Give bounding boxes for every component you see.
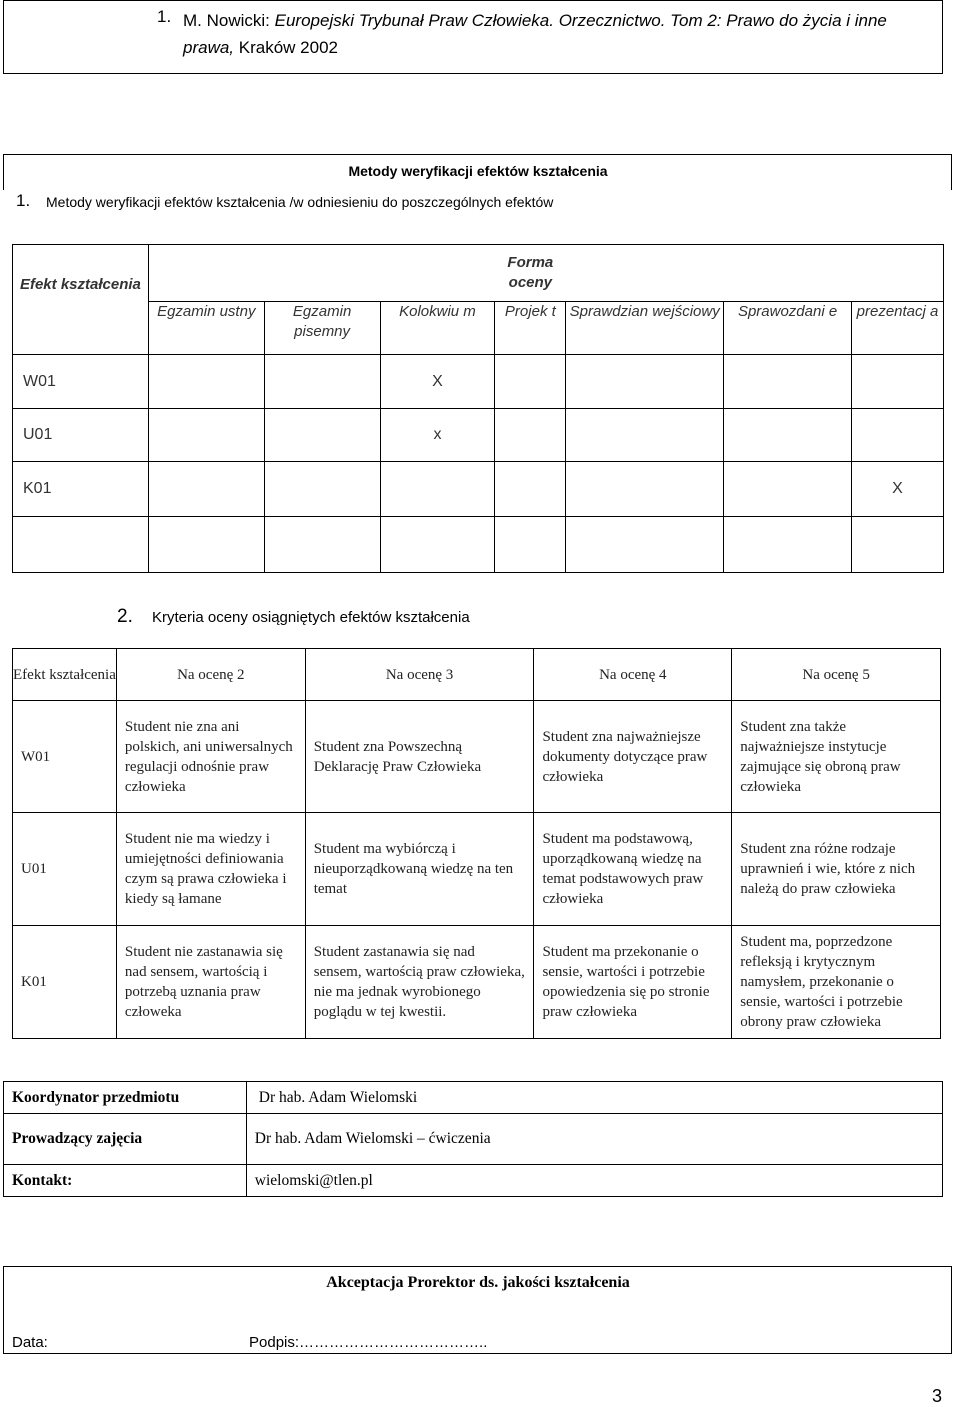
effect-header: Efekt kształcenia [13,245,149,355]
mark-cell: X [380,355,495,409]
verification-section-title: Metody weryfikacji efektów kształcenia [348,163,608,179]
grade-header: Na ocenę 5 [732,649,941,701]
reference-title: Europejski Trybunał Praw Człowieka. Orzecznictwo. Tom 2: Prawo do życia i inne prawa, [183,11,887,57]
signature-label: Podpis:……………………………….. [249,1334,488,1351]
column-header: Egzamin ustny [148,302,264,355]
verification-number: 1. [16,191,31,210]
table-row [13,813,941,926]
mark-cell [495,409,566,462]
criteria-cell: Student ma wybiórczą i nieuporządkowaną wiedzę na ten temat [305,813,534,926]
row-label: U01 [13,813,117,926]
page-number: 3 [932,1386,943,1406]
mark-cell [148,355,264,409]
mark-cell [264,462,380,517]
mark-cell [852,355,944,409]
mark-cell [852,517,944,573]
row-label: K01 [13,462,149,517]
grade-header: Na ocenę 3 [305,649,534,701]
mark-cell: X [852,462,944,517]
criteria-cell: Student zastanawia się nad sensem, wartością praw człowieka, nie ma jednak wyrobionego poglądu w tej kwestii. [305,926,534,1039]
mark-cell [566,517,724,573]
reference-number: 1. [157,7,172,26]
mark-cell [724,462,852,517]
criteria-table [12,648,941,1039]
criteria-cell: Student zna Powszechną Deklarację Praw Człowieka [305,701,534,813]
criteria-title: Kryteria oceny osiągniętych efektów kształcenia [152,609,470,626]
column-header: Sprawdzian wejściowy [566,302,724,355]
criteria-cell: Student nie zna ani polskich, ani uniwersalnych regulacji odnośnie praw człowieka [116,701,305,813]
reference-text [183,7,933,61]
row-label [13,517,149,573]
grade-header: Na ocenę 2 [116,649,305,701]
table-row [13,409,944,462]
reference-author: M. Nowicki: [183,11,270,30]
criteria-number: 2. [117,606,133,627]
mark-cell [566,355,724,409]
mark-cell [495,462,566,517]
mark-cell [380,462,495,517]
contacts-table [3,1081,943,1197]
column-header: Projek t [495,302,566,355]
criteria-cell: Student zna także najważniejsze instytucje zajmujące się obroną praw człowieka [732,701,941,813]
verification-table [12,244,944,573]
column-header: Kolokwiu m [380,302,495,355]
mark-cell: x [380,409,495,462]
mark-cell [148,409,264,462]
mark-cell [264,517,380,573]
criteria-cell: Student ma przekonanie o sensie, wartości i potrzebie opowiedzenia się po stronie praw człowieka [534,926,732,1039]
row-label: K01 [13,926,117,1039]
mark-cell [495,355,566,409]
row-label: U01 [13,409,149,462]
date-label: Data: [12,1334,48,1351]
mark-cell [148,517,264,573]
criteria-cell: Student ma podstawową, uporządkowaną wiedzę na temat podstawowych praw człowieka [534,813,732,926]
lecturer-value: Dr hab. Adam Wielomski – ćwiczenia [246,1114,942,1165]
contact-email: wielomski@tlen.pl [246,1165,942,1197]
mark-cell [852,409,944,462]
coordinator-value: Dr hab. Adam Wielomski [246,1082,942,1114]
column-header: prezentacj a [852,302,944,355]
mark-cell [566,409,724,462]
mark-cell [566,462,724,517]
table-row [13,926,941,1039]
column-header: Egzamin pisemny [264,302,380,355]
mark-cell [724,409,852,462]
criteria-cell: Student zna najważniejsze dokumenty dotyczące praw człowieka [534,701,732,813]
column-header: Sprawozdani e [724,302,852,355]
criteria-cell: Student nie zastanawia się nad sensem, wartością i potrzebą uznania praw człoweka [116,926,305,1039]
table-row [13,517,944,573]
acceptance-title: Akceptacja Prorektor ds. jakości kształcenia [326,1274,630,1291]
table-row [13,701,941,813]
mark-cell [148,462,264,517]
mark-cell [264,409,380,462]
table-row [13,355,944,409]
mark-cell [264,355,380,409]
mark-cell [724,355,852,409]
criteria-cell: Student ma, poprzedzone refleksją i krytycznym namysłem, przekonanie o sensie, wartości i potrzebie obrony praw człowieka [732,926,941,1039]
row-label: W01 [13,355,149,409]
grade-header: Na ocenę 4 [534,649,732,701]
criteria-cell: Student zna różne rodzaje uprawnień i wie, które z nich należą do praw człowieka [732,813,941,926]
forma-oceny-header: Forma oceny [495,245,566,302]
criteria-cell: Student nie ma wiedzy i umiejętności definiowania czym są prawa człowieka i kiedy są łamane [116,813,305,926]
reference-place-year: Kraków 2002 [238,38,338,57]
contact-label: Kontakt: [4,1165,247,1197]
lecturer-label: Prowadzący zajęcia [4,1114,247,1165]
mark-cell [380,517,495,573]
mark-cell [724,517,852,573]
mark-cell [495,517,566,573]
criteria-effect-header: Efekt kształcenia [13,649,117,701]
row-label: W01 [13,701,117,813]
coordinator-label: Koordynator przedmiotu [4,1082,247,1114]
table-row [13,462,944,517]
verification-subtitle: Metody weryfikacji efektów kształcenia /w odniesieniu do poszczególnych efektów [46,194,554,210]
